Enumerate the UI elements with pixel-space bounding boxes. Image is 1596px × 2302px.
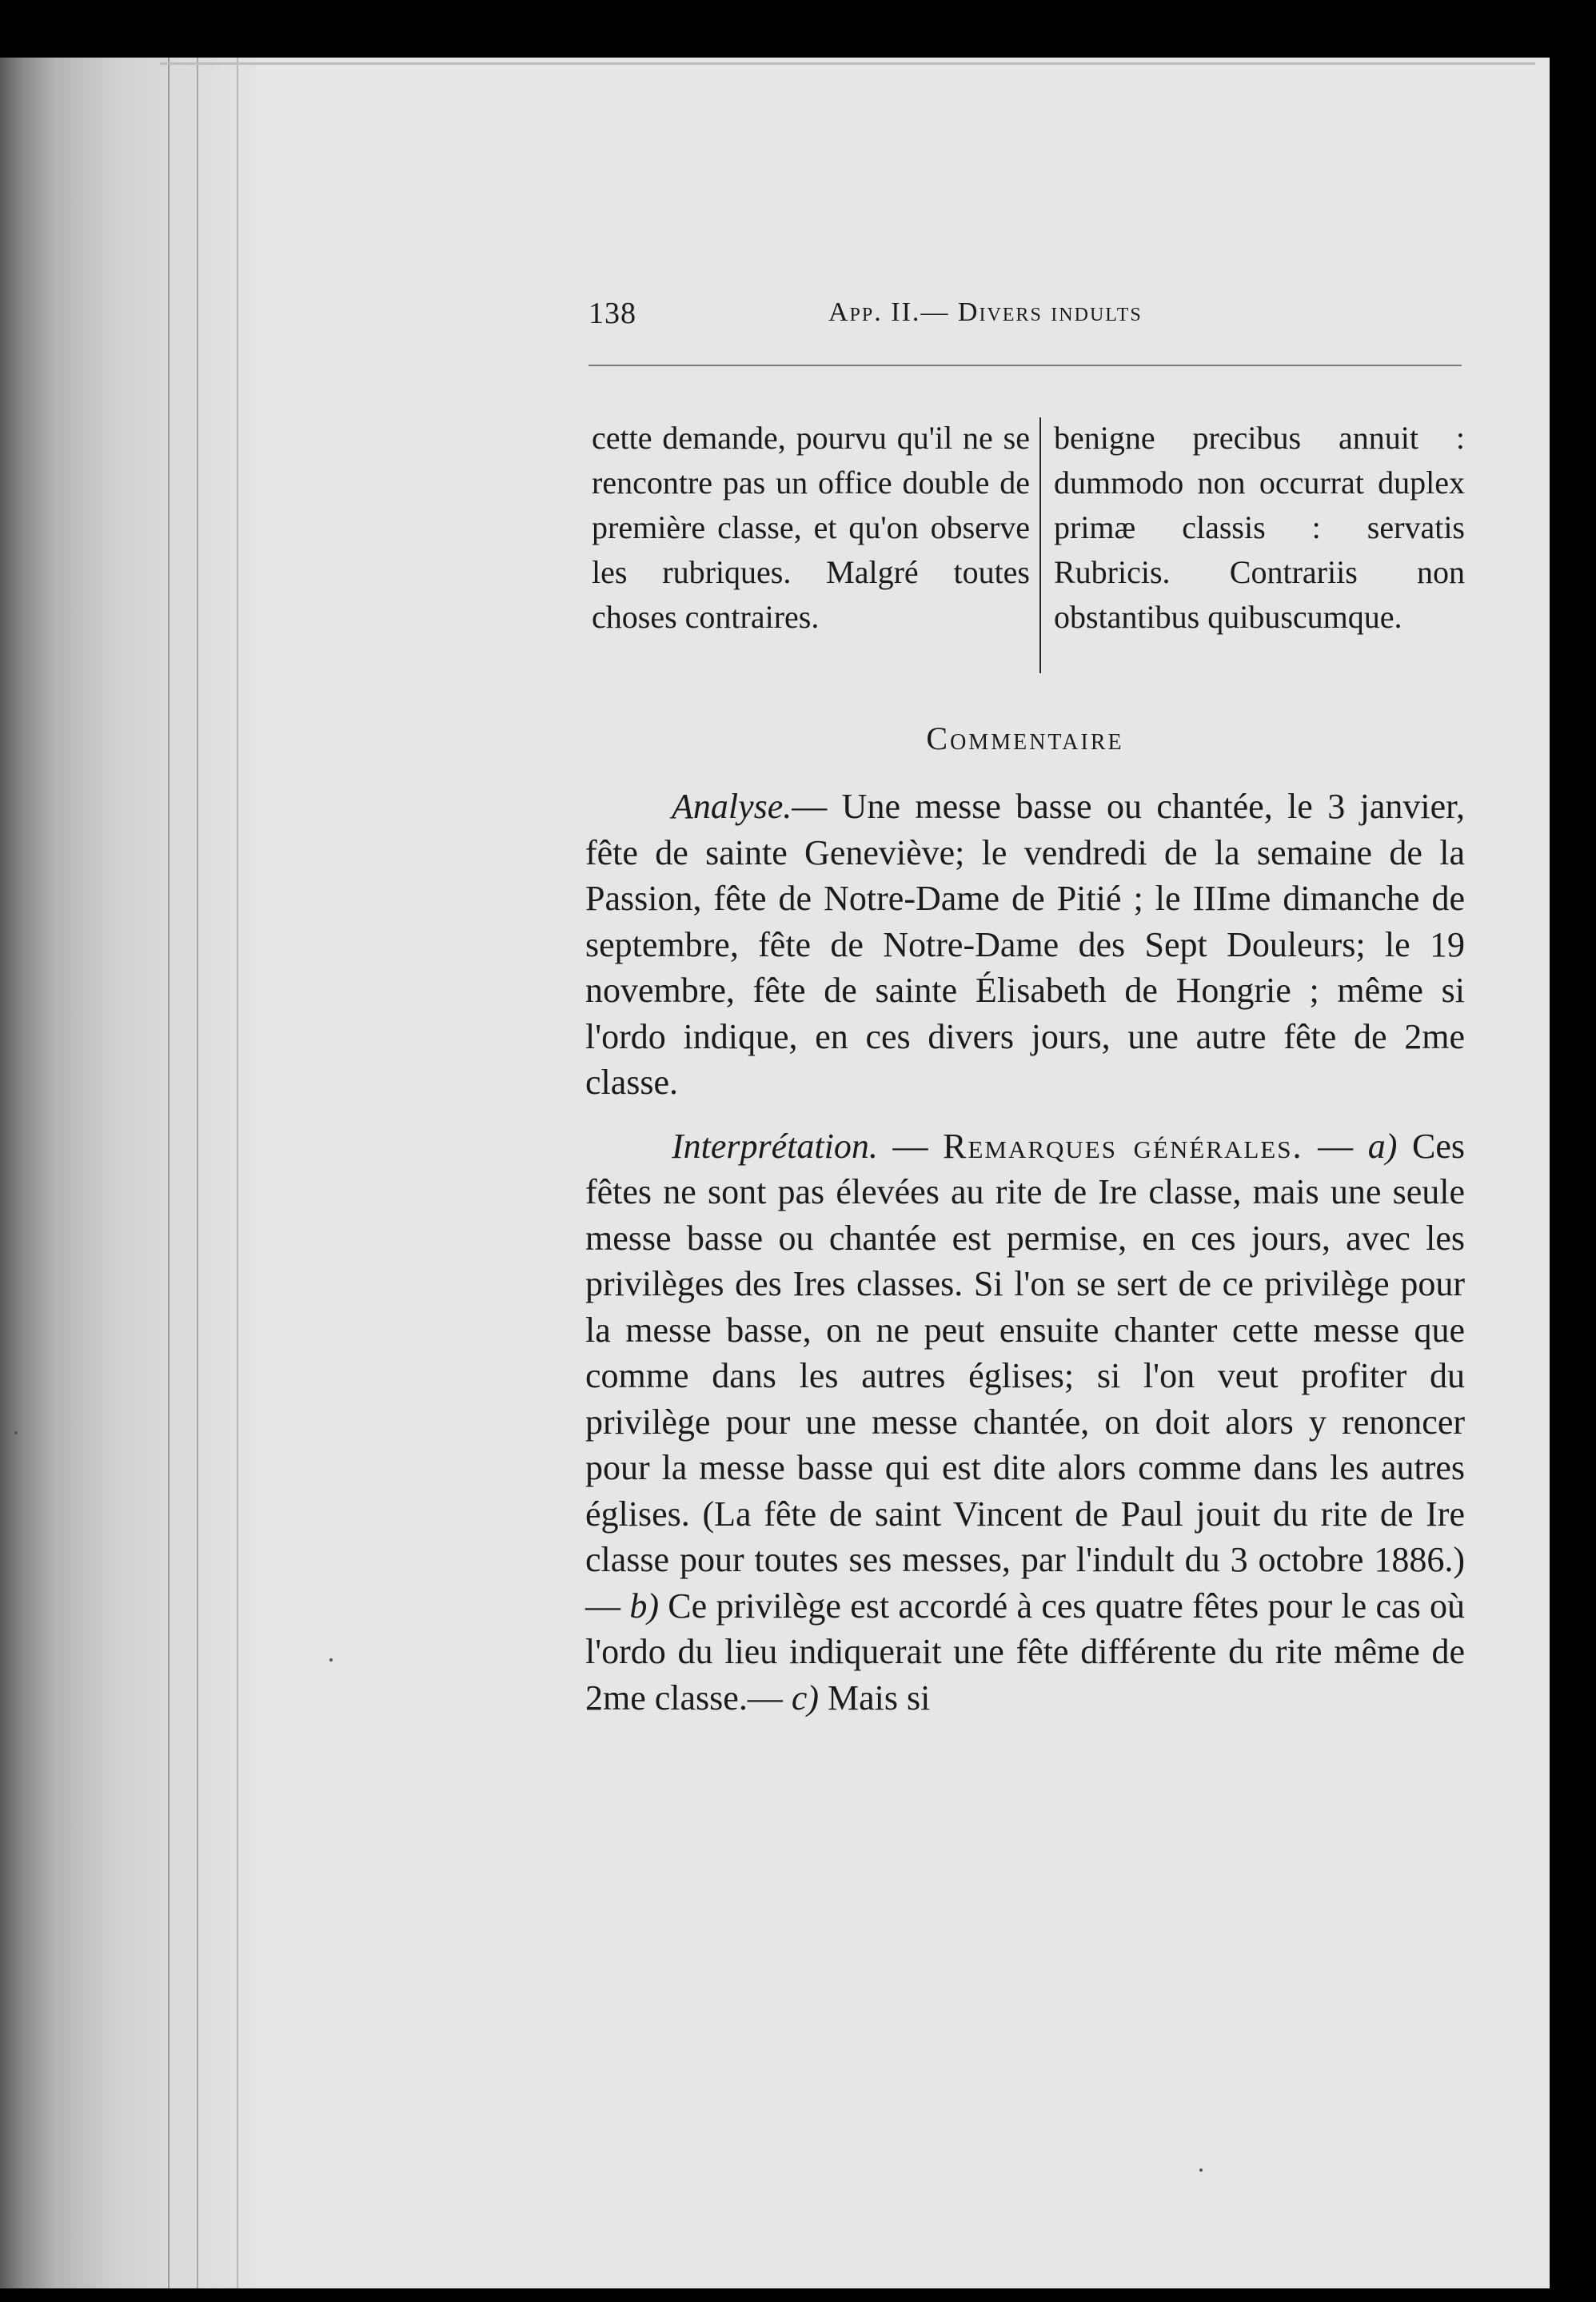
french-column [592,416,1030,640]
marker-b: b) [629,1586,659,1626]
section-title: Commentaire [926,720,1124,756]
dash: — [877,1126,944,1166]
gutter-edge-line [197,58,198,2288]
analyse-lead: Analyse. [672,787,792,826]
gutter-edge-line [168,58,170,2288]
gutter-edge-line [237,58,238,2288]
dust-speck [329,1658,333,1662]
binding-gutter [0,58,256,2288]
remark-a-text: Ces fêtes ne sont pas élevées au rite de Ire classe, mais une seule messe basse ou chantée est permise, en ces jours, avec les privilèges des Ires classes. Si l'on se sert de ce privilège pour la messe basse, on ne peut ensuite chanter cette messe que comme dans les autres églises; si l'on veut profiter du privilège pour une messe chantée, on doit alors y renoncer pour la messe basse qui est dite alors comme dans les autres églises. (La fête de saint Vincent de Paul jouit du rite de Ire classe pour toutes ses messes, par l'indult du 3 octobre 1886.)— [585,1126,1466,1626]
latin-column [1054,416,1465,640]
page-number: 138 [589,297,636,330]
interpretation-paragraph [585,1123,1465,1722]
french-text: cette demande, pourvu qu'il ne se rencontre pas un office double de première classe, et qu'on observe les rubriques. Malgré toutes choses contraires. [592,420,1030,635]
commentary-body [585,784,1465,1721]
remarks-label: Remarques générales. [943,1126,1303,1166]
interpretation-lead: Interprétation. [672,1126,878,1166]
analyse-text: — Une messe basse ou chantée, le 3 janvier, fête de sainte Geneviève; le vendredi de la semaine de la Passion, fête de Notre-Dame de Pitié ; le IIIme dimanche de septembre, fête de Notre-Dame des Sept Douleurs; le 19 novembre, fête de sainte Élisabeth de Hongrie ; même si l'ordo indique, en ces divers jours, une autre fête de 2me classe. [585,787,1465,1102]
running-title: App. II.— Divers indults [828,297,1143,327]
column-divider [1039,417,1041,673]
dash: — [1303,1126,1368,1166]
analyse-paragraph [585,784,1465,1106]
remark-b-text: Ce privilège est accordé à ces quatre fêtes pour le cas où l'ordo du lieu indiquerait une fête différente du rite même de 2me classe.— [585,1586,1466,1718]
marker-c: c) [791,1678,819,1718]
latin-text: benigne precibus annuit : dummodo non occurrat duplex primæ classis : servatis Rubricis. Contrariis non obstantibus quibuscumque. [1054,420,1465,635]
header-rule [589,365,1462,366]
marker-a: a) [1367,1126,1398,1166]
running-header [589,296,1462,344]
remark-c-text: Mais si [819,1678,931,1718]
dust-speck [1199,2168,1203,2172]
scan-top-edge [160,62,1535,65]
dust-speck [14,1431,18,1434]
